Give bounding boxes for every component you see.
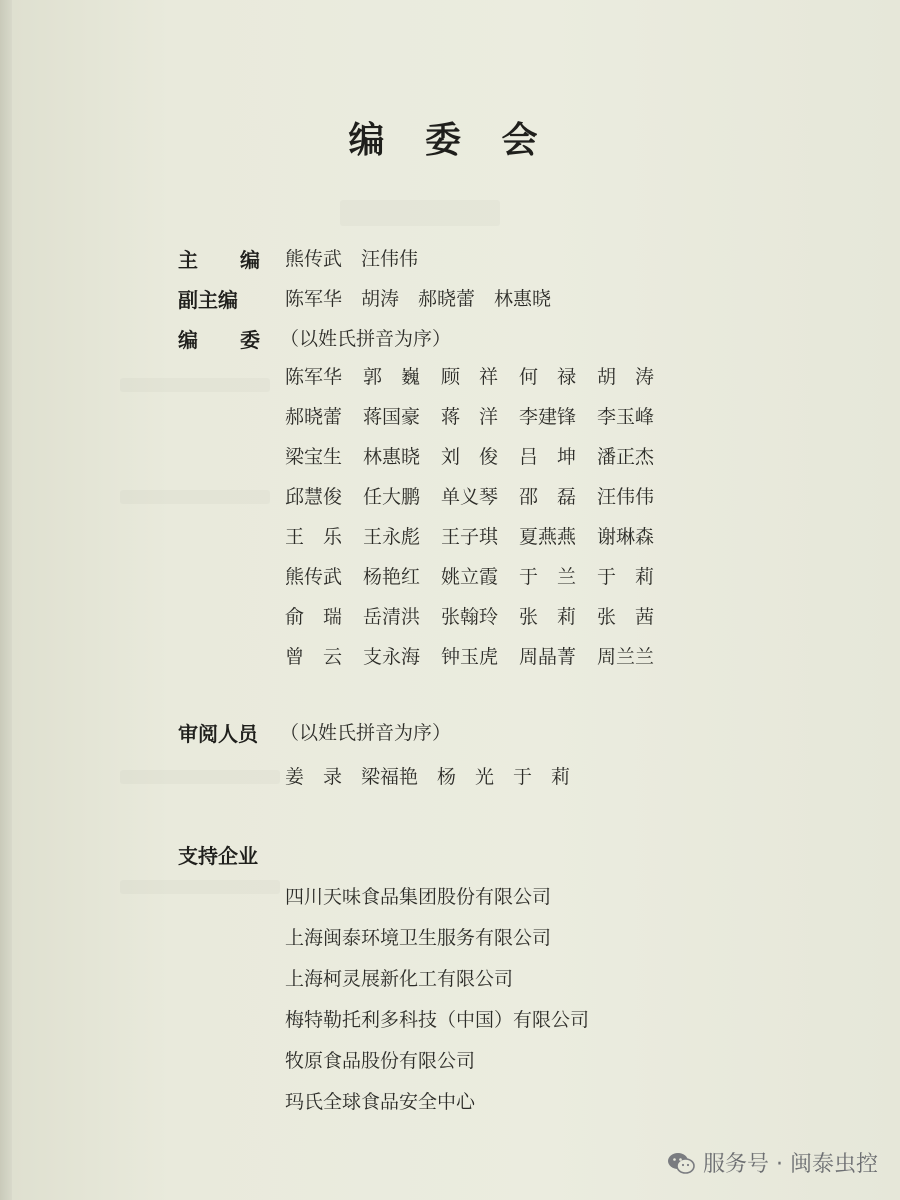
committee-member: 钟玉虎: [441, 646, 499, 668]
committee-member: 张 茜: [597, 606, 655, 628]
committee-member: 任大鹏: [363, 486, 421, 508]
show-through-text: [340, 200, 500, 226]
chief-editor-names: 熊传武 汪伟伟: [285, 248, 419, 270]
committee-member: 郝晓蕾: [285, 406, 343, 428]
committee-member: 姚立霞: [441, 566, 499, 588]
committee-member: 蒋 洋: [441, 406, 499, 428]
committee-member: 曾 云: [285, 646, 343, 668]
committee-label: [178, 324, 260, 353]
committee-member: 杨艳红: [363, 566, 421, 588]
committee-member: 陈军华: [285, 366, 343, 388]
committee-member: 刘 俊: [441, 446, 499, 468]
committee-member: 于 兰: [519, 566, 577, 588]
sponsor-company: 梅特勒托利多科技（中国）有限公司: [285, 1009, 590, 1031]
deputy-editor-label: 副主编: [178, 288, 238, 312]
committee-member: 谢琳森: [597, 526, 655, 548]
committee-member: 周晶菁: [519, 646, 577, 668]
page-title: 编 委 会: [348, 120, 552, 161]
committee-member: 周兰兰: [597, 646, 655, 668]
committee-member: 王永彪: [363, 526, 421, 548]
committee-member: 俞 瑞: [285, 606, 343, 628]
committee-member: 夏燕燕: [519, 526, 577, 548]
chief-editor-label: [178, 244, 260, 273]
show-through-text: [120, 378, 270, 392]
committee-member: 单义琴: [441, 486, 499, 508]
committee-member: 岳清洪: [363, 606, 421, 628]
committee-member: 顾 祥: [441, 366, 499, 388]
wechat-watermark: [667, 1147, 878, 1178]
committee-member: 于 莉: [597, 566, 655, 588]
committee-note: （以姓氏拼音为序）: [280, 328, 452, 350]
show-through-text: [120, 770, 280, 784]
deputy-editor-names: 陈军华 胡涛 郝晓蕾 林惠晓: [285, 288, 552, 310]
committee-row: [285, 482, 675, 509]
committee-row: [285, 562, 675, 589]
reviewers-names: 姜 录 梁福艳 杨 光 于 莉: [285, 766, 571, 788]
committee-member: 林惠晓: [363, 446, 421, 468]
committee-member: 潘正杰: [597, 446, 655, 468]
committee-member: 支永海: [363, 646, 421, 668]
committee-row: [285, 362, 675, 389]
committee-member: 王子琪: [441, 526, 499, 548]
committee-member: 王 乐: [285, 526, 343, 548]
sponsor-company: 上海闽泰环境卫生服务有限公司: [285, 927, 552, 949]
sponsor-company: 牧原食品股份有限公司: [285, 1050, 476, 1072]
chief-editor-label-char: 编: [240, 248, 260, 272]
committee-member: 蒋国豪: [363, 406, 421, 428]
committee-member: 吕 坤: [519, 446, 577, 468]
committee-member: 李建锋: [519, 406, 577, 428]
committee-member: 张 莉: [519, 606, 577, 628]
committee-member: 张翰玲: [441, 606, 499, 628]
chief-editor-label-char: 主: [178, 248, 198, 272]
reviewers-note: （以姓氏拼音为序）: [280, 722, 452, 744]
committee-member: 李玉峰: [597, 406, 655, 428]
sponsors-label: 支持企业: [178, 844, 258, 868]
committee-label-char: 委: [240, 328, 260, 352]
sponsor-company: 玛氏全球食品安全中心: [285, 1091, 476, 1113]
reviewers-label: 审阅人员: [178, 722, 258, 746]
committee-row: [285, 602, 675, 629]
committee-member: 邱慧俊: [285, 486, 343, 508]
committee-row: [285, 522, 675, 549]
committee-member: 梁宝生: [285, 446, 343, 468]
watermark-text: 服务号 · 闽泰虫控: [703, 1152, 878, 1177]
committee-label-char: 编: [178, 328, 198, 352]
committee-row: [285, 642, 675, 669]
committee-row: [285, 402, 675, 429]
show-through-text: [120, 880, 280, 894]
sponsor-company: 四川天味食品集团股份有限公司: [285, 886, 552, 908]
committee-member: 郭 巍: [363, 366, 421, 388]
committee-row: [285, 442, 675, 469]
show-through-text: [120, 490, 270, 504]
wechat-icon: [667, 1151, 695, 1175]
committee-member: 汪伟伟: [597, 486, 655, 508]
committee-member: 邵 磊: [519, 486, 577, 508]
sponsor-company: 上海柯灵展新化工有限公司: [285, 968, 514, 990]
committee-member: 何 禄: [519, 366, 577, 388]
committee-member: 熊传武: [285, 566, 343, 588]
page-binding-edge: [0, 0, 12, 1200]
committee-member: 胡 涛: [597, 366, 655, 388]
